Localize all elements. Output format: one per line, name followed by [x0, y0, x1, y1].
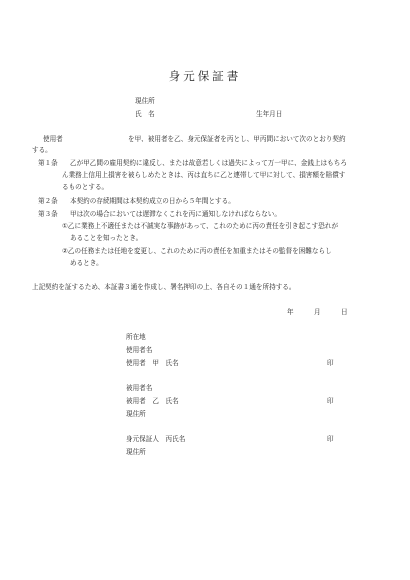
item-1-line-1: ①乙に業務上不適任または不誠実な事跡があって、これのために丙の責任を引き起こす恐れが	[62, 222, 339, 230]
item-2-line-2: めるとき。	[70, 259, 103, 267]
name-label: 氏 名	[135, 110, 155, 118]
intro-line-1: を甲、被用者を乙、身元保証者を丙とし、甲丙間において次のとおり契約	[128, 135, 346, 143]
article-1-number: 第１条	[38, 159, 58, 167]
employee-seal-mark: 印	[327, 397, 334, 405]
employer-seal-mark: 印	[327, 359, 334, 367]
article-1-line-2: ん業務上信用上損害を被らしめたときは、丙は直ちに乙と連帯して甲に対して、損害額を賠償す	[62, 171, 346, 179]
address-label: 現住所	[135, 97, 155, 105]
closing-statement: 上記契約を証するため、本証書３通を作成し、署名押印の上、各自その１通を所持する。	[32, 283, 296, 291]
employee-address-label: 現住所	[126, 410, 146, 418]
guarantor-seal-mark: 印	[327, 435, 334, 443]
employee-name-label: 被用者名	[126, 384, 153, 392]
article-2-line-1: 本契約の存続期間は本契約成立の日から５年間とする。	[70, 197, 235, 205]
intro-employer-label: 使用者	[43, 135, 63, 143]
employer-location-label: 所在地	[126, 333, 146, 341]
article-3-line-1: 甲は次の場合においては遅滞なくこれを丙に通知しなければならない。	[70, 210, 281, 218]
item-1-line-2: あることを知ったとき。	[70, 234, 143, 242]
employee-signer-label: 被用者 乙 氏名	[126, 397, 179, 405]
item-2-line-1: ②乙の任務または任地を変更し、これのために丙の責任を加重またはその監督を困難ならし	[62, 247, 332, 255]
intro-line-2: する。	[32, 146, 52, 154]
document-title: 身元保証書	[168, 69, 242, 83]
date-day: 日	[341, 308, 348, 316]
guarantor-signer-label: 身元保証人 丙氏名	[126, 435, 186, 443]
article-1-line-1: 乙が甲乙間の雇用契約に違反し、または故意若しくは過失によって万一甲に、金銭上はもちろ	[70, 159, 347, 167]
guarantor-address-label: 現住所	[126, 448, 146, 456]
article-3-number: 第３条	[38, 210, 58, 218]
article-1-line-3: るものとする。	[62, 183, 109, 191]
date-month: 月	[314, 308, 321, 316]
employer-name-label: 使用者名	[126, 346, 153, 354]
birthdate-label: 生年月日	[256, 110, 283, 118]
employer-signer-label: 使用者 甲 氏名	[126, 359, 179, 367]
article-2-number: 第２条	[38, 197, 58, 205]
date-year: 年	[287, 308, 294, 316]
